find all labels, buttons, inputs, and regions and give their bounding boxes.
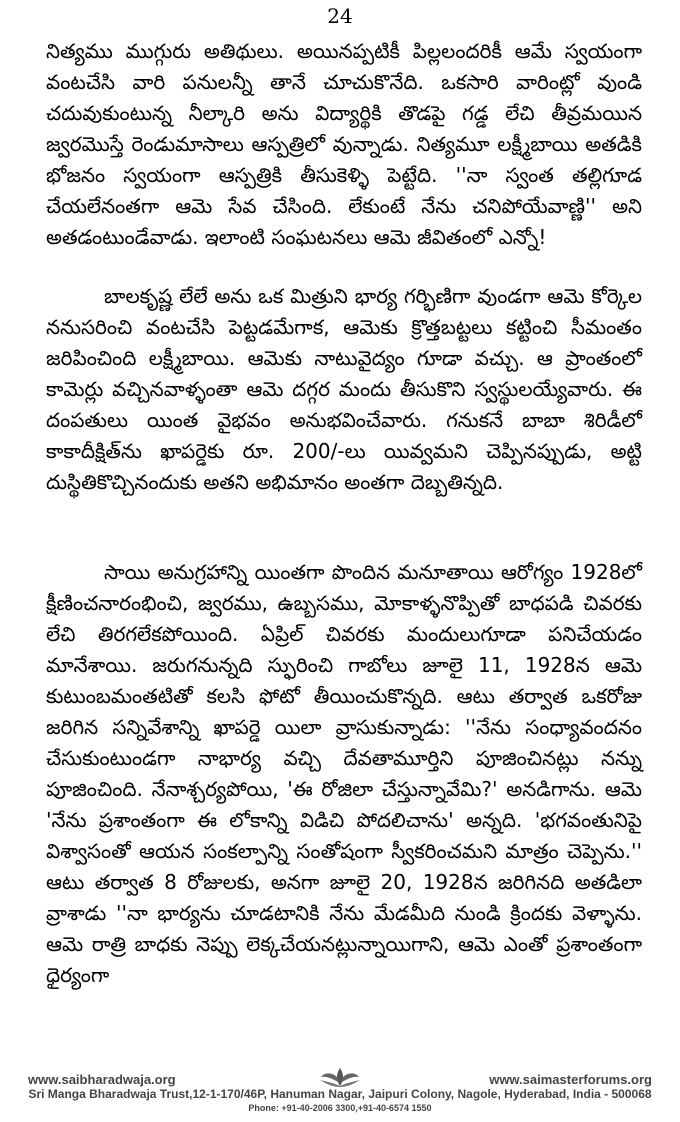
trust-phone: Phone: +91-40-2006 3300,+91-40-6574 1550	[248, 1103, 432, 1113]
paragraph-3: సాయి అనుగ్రహాన్ని యింతగా పొందిన మనూతాయి ఆరోగ్యం 1928లో క్షీణించనారంభించి, జ్వరము, ఉబ్బసము, మోకాళ్ళనొప్పితో బాధపడి చివరకు లేచి తిరగలేకపోయింది. ఏప్రిల్ చివరకు మందులుగూడా పనిచేయడం మానేశాయి. జరుగనున్నది స్ఫురించి గాబోలు జూలై 11, 1928న ఆమె కుటుంబమంతటితో కలసి ఫోటో తీయించుకొన్నది. ఆటు తర్వాత ఒకరోజు జరిగిన సన్నివేశాన్ని ఖాపర్డె యిలా వ్రాసుకున్నాడు: ''నేను సంధ్యావందనం చేసుకుంటుండగా నాభార్య వచ్చి దేవతామూర్తిని పూజించినట్లు నన్ను పూజించింది. నేనాశ్చర్యపోయి, 'ఈ రోజిలా చేస్తున్నావేమి?' అనడిగాను. ఆమె 'నేను ప్రశాంతంగా ఈ లోకాన్ని విడిచి పోదలిచాను' అన్నది. 'భగవంతునిపై విశ్వాసంతో ఆయన సంకల్పాన్ని సంతోషంగా స్వీకరించమని మాత్రం చెప్పెను.'' ఆటు తర్వాత 8 రోజులకు, అనగా జూలై 20, 1928న జరిగినది అతడిలా వ్రాశాడు ''నా భార్యను చూడటానికి నేను మేడమీది నుండి క్రిందకు వెళ్ళాను. ఆమె రాత్రి బాధకు నెప్పు లెక్కచేయనట్లున్నాయిగాని, ఆమె ఎంతో ప్రశాంతంగా ధైర్యంగా	[46, 560, 642, 987]
website-link-saimasterforums[interactable]: www.saimasterforums.org	[489, 1072, 652, 1087]
website-link-saibharadwaja[interactable]: www.saibharadwaja.org	[28, 1072, 176, 1087]
trust-address: Sri Manga Bharadwaja Trust,12-1-170/46P, Hanuman Nagar, Jaipuri Colony, Nagole, Hyderabad, India - 500068	[28, 1087, 652, 1101]
body-text	[46, 36, 642, 997]
ornament-logo-icon	[318, 1066, 362, 1088]
page-footer	[28, 1060, 652, 1120]
footer-links	[28, 1060, 652, 1087]
paragraph-2: బాలకృష్ణ లేలే అను ఒక మిత్రుని భార్య గర్భిణిగా వుండగా ఆమె కోర్కెల ననుసరించి వంటచేసి పెట్టడమేగాక, ఆమెకు క్రొత్తబట్టలు కట్టించి సీమంతం జరిపించింది లక్ష్మీబాయి. ఆమెకు నాటువైద్యం గూడా వచ్చు. ఆ ప్రాంతంలో కామెర్లు వచ్చినవాళ్ళంతా ఆమె దగ్గర మందు తీసుకొని స్వస్థులయ్యేవారు. ఈ దంపతులు యింత వైభవం అనుభవించేవారు. గనుకనే బాబా శిరిడీలో కాకాదీక్షిత్‌ను ఖాపర్డెకు రూ. 200/-లు యివ్వమని చెప్పినప్పుడు, అట్టి దుస్థితికొచ్చినందుకు అతని అభిమానం అంతగా దెబ్బతిన్నది.	[46, 284, 642, 494]
paragraph-1: నిత్యము ముగ్గురు అతిథులు. అయినప్పటికీ పిల్లలందరికీ ఆమే స్వయంగా వంటచేసి వారి పనులన్నీ తానే చూచుకొనేది. ఒకసారి వారింట్లో వుండి చదువుకుంటున్న నీల్కారి అను విద్యార్థికి తొడపై గడ్డ లేచి తీవ్రమయిన జ్వరమొస్తే రెండుమాసాలు ఆస్పత్రిలో వున్నాడు. నిత్యమూ లక్ష్మీబాయి అతడికి భోజనం స్వయంగా ఆస్పత్రికి తీసుకెళ్ళి పెట్టేది. ''నా స్వంత తల్లిగూడ చేయలేనంతగా ఆమె సేవ చేసింది. లేకుంటే నేను చనిపోయేవాణ్ణి'' అని అతడంటుండేవాడు. ఇలాంటి సంఘటనలు ఆమె జీవితంలో ఎన్నో!	[46, 39, 642, 249]
page-number: 24	[327, 4, 353, 28]
